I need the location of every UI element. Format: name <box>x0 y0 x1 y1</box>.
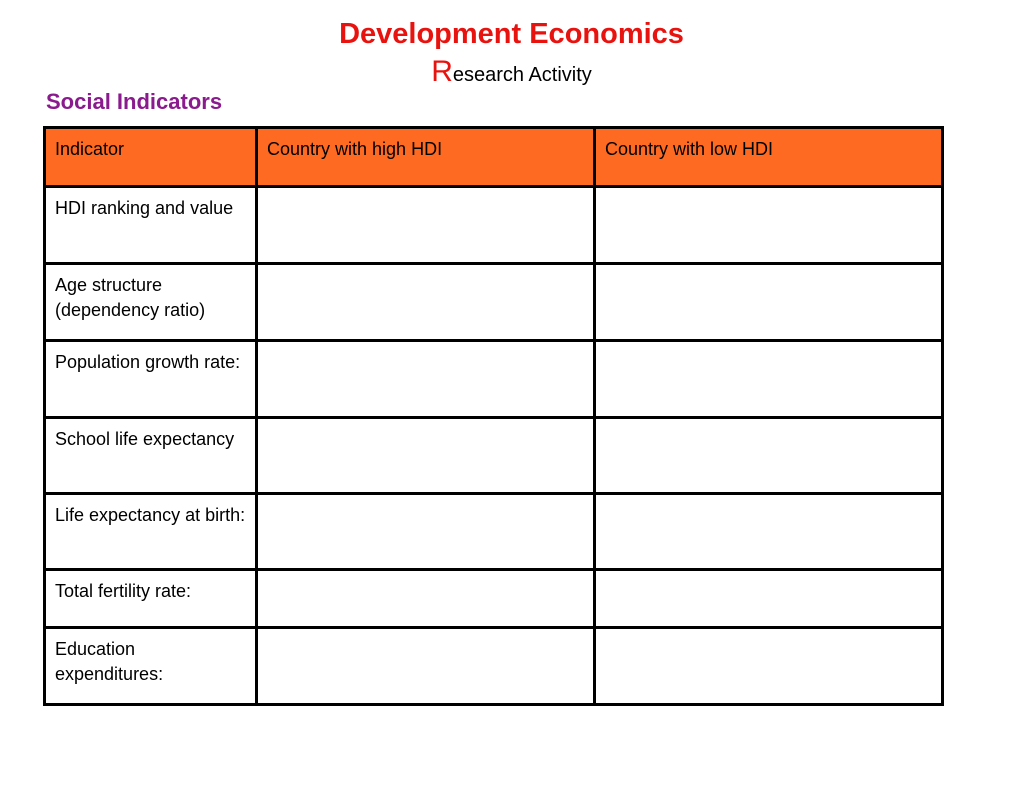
low-hdi-cell[interactable] <box>595 494 943 570</box>
subtitle-rest: esearch Activity <box>452 64 592 86</box>
section-heading: Social Indicators <box>46 89 223 114</box>
high-hdi-cell[interactable] <box>257 628 595 705</box>
subtitle-initial: R <box>431 55 453 88</box>
low-hdi-cell[interactable] <box>595 264 943 341</box>
table-row <box>45 628 943 705</box>
table-row <box>45 494 943 570</box>
table-row <box>45 570 943 628</box>
high-hdi-cell[interactable] <box>257 187 595 264</box>
column-header-indicator: Indicator <box>45 128 257 187</box>
indicator-cell: School life expectancy <box>45 418 257 494</box>
low-hdi-cell[interactable] <box>595 628 943 705</box>
high-hdi-cell[interactable] <box>257 570 595 628</box>
high-hdi-cell[interactable] <box>257 418 595 494</box>
high-hdi-cell[interactable] <box>257 341 595 418</box>
column-header-low-hdi: Country with low HDI <box>595 128 943 187</box>
low-hdi-cell[interactable] <box>595 187 943 264</box>
table-row <box>45 187 943 264</box>
indicator-cell: Life expectancy at birth: <box>45 494 257 570</box>
indicator-cell: Education expenditures: <box>45 628 257 705</box>
table-row <box>45 341 943 418</box>
indicator-cell: HDI ranking and value <box>45 187 257 264</box>
indicators-table <box>43 126 944 706</box>
indicator-cell: Total fertility rate: <box>45 570 257 628</box>
high-hdi-cell[interactable] <box>257 494 595 570</box>
column-header-high-hdi: Country with high HDI <box>257 128 595 187</box>
low-hdi-cell[interactable] <box>595 341 943 418</box>
table-header-row <box>45 128 943 187</box>
low-hdi-cell[interactable] <box>595 418 943 494</box>
indicator-cell: Age structure (dependency ratio) <box>45 264 257 341</box>
table-row <box>45 418 943 494</box>
low-hdi-cell[interactable] <box>595 570 943 628</box>
table-row <box>45 264 943 341</box>
high-hdi-cell[interactable] <box>257 264 595 341</box>
indicator-cell: Population growth rate: <box>45 341 257 418</box>
page-title: Development Economics <box>339 18 684 50</box>
